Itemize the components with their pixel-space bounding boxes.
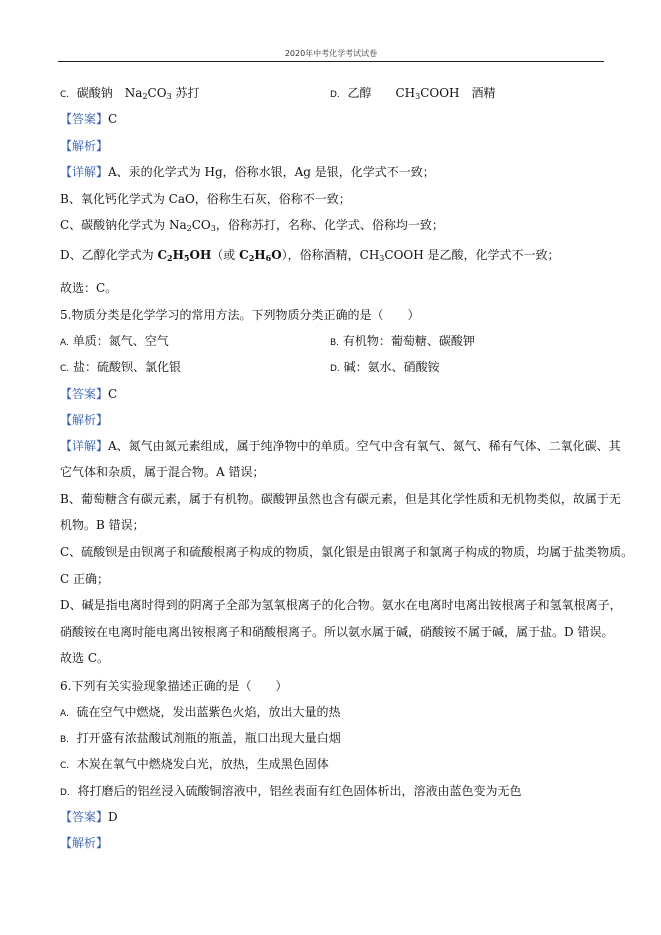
q5-option-a: A. 单质：氮气、空气 bbox=[60, 334, 169, 348]
q5-detail-p2b: 机物。B 错误； bbox=[60, 518, 145, 532]
header-rule bbox=[58, 61, 604, 62]
q5-detail-p1b: 它气体和杂质，属于混合物。A 错误； bbox=[60, 465, 265, 479]
q4-option-d: D. 乙醇 $CH_3COOH$ 酒精 bbox=[330, 86, 496, 101]
q4-detail-d: D、乙醇化学式为 $C_2H_5OH$（或 $C_2H_6O$），俗称酒精，$CH_3COOH$ 是乙酸，化学式不一致； bbox=[60, 248, 560, 263]
q4-analysis-tag: 【解析】 bbox=[60, 139, 109, 153]
q5-detail-p1: 【详解】A、氮气由氮元素组成，属于纯净物中的单质。空气中含有氧气、氮气、稀有气体、二氧化碳、其 bbox=[60, 439, 621, 453]
q6-option-c: C. 木炭在氧气中燃烧发白光，放热，生成黑色固体 bbox=[60, 757, 329, 771]
q6-option-d: D. 将打磨后的铝丝浸入硫酸铜溶液中，铝丝表面有红色固体析出，溶液由蓝色变为无色 bbox=[60, 784, 522, 798]
q5-stem: 5.物质分类是化学学习的常用方法。下列物质分类正确的是（ ） bbox=[60, 308, 420, 322]
q6-option-b: B. 打开盛有浓盐酸试剂瓶的瓶盖，瓶口出现大量白烟 bbox=[60, 731, 341, 745]
q4-option-c: C. 碳酸钠 $Na_2CO_3$ 苏打 bbox=[60, 86, 200, 101]
q5-detail-p4b: 硝酸铵在电离时能电离出铵根离子和硝酸根离子。所以氨水属于碱，硝酸铵不属于碱，属于盐。D 错误。 bbox=[60, 625, 614, 639]
q5-detail-p4: D、碱是指电离时得到的阴离子全部为氢氧根离子的化合物。氨水在电离时电离出铵根离子和氢氧根离子， bbox=[60, 598, 622, 612]
q4-detail-c: C、碳酸钠化学式为 $Na_2CO_3$，俗称苏打，名称、化学式、俗称均一致； bbox=[60, 218, 444, 233]
q6-stem: 6.下列有关实验现象描述正确的是（ ） bbox=[60, 679, 288, 693]
q4-detail-a: 【详解】A、汞的化学式为 Hg，俗称水银，Ag 是银，化学式不一致； bbox=[60, 165, 435, 179]
q5-analysis-tag: 【解析】 bbox=[60, 413, 109, 427]
q5-detail-p3: C、硫酸钡是由钡离子和硫酸根离子构成的物质，氯化银是由银离子和氯离子构成的物质，均属于盐类物质。 bbox=[60, 545, 634, 559]
q5-option-b: B. 有机物：葡萄糖、碳酸钾 bbox=[330, 334, 475, 348]
q5-option-c: C. 盐：硫酸钡、氯化银 bbox=[60, 360, 181, 374]
q4-answer: 【答案】C bbox=[60, 112, 118, 126]
q6-analysis-tag: 【解析】 bbox=[60, 836, 109, 850]
q5-answer: 【答案】C bbox=[60, 387, 118, 401]
q4-conclusion: 故选：C。 bbox=[60, 281, 118, 295]
q6-answer: 【答案】D bbox=[60, 810, 118, 824]
page-header: 2020年中考化学考试试卷 bbox=[284, 49, 378, 58]
q5-detail-p3b: C 正确； bbox=[60, 572, 109, 586]
q4-detail-b: B、氧化钙化学式为 CaO，俗称生石灰，俗称不一致； bbox=[60, 192, 351, 206]
q5-option-d: D. 碱：氨水、硝酸铵 bbox=[330, 360, 440, 374]
q5-detail-p2: B、葡萄糖含有碳元素，属于有机物。碳酸钾虽然也含有碳元素，但是其化学性质和无机物类似，故属于无 bbox=[60, 492, 621, 506]
q6-option-a: A. 硫在空气中燃烧，发出蓝紫色火焰，放出大量的热 bbox=[60, 705, 341, 719]
q5-conclusion: 故选 C。 bbox=[60, 651, 109, 665]
